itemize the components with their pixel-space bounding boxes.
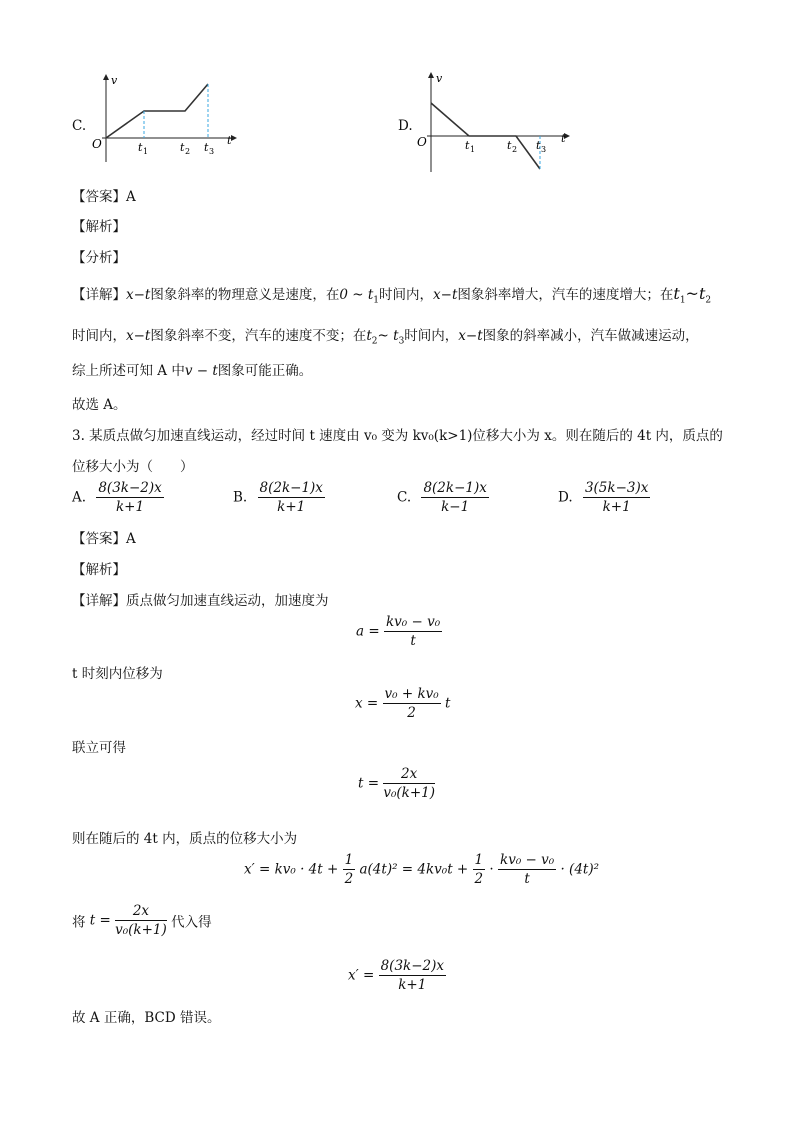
d-origin: O [417,135,427,149]
option-label: B. [233,489,248,506]
c-t1: t [138,141,143,154]
q2-l2c-sub: 2 [371,336,378,347]
c-t3-sub: 3 [209,147,215,156]
q3-conclusion: 故 A 正确，BCD 错误。 [72,1010,221,1026]
q3-eq3 [358,766,435,801]
sub-num: 2x [115,903,167,921]
q2-l2e: 时间内， [404,328,459,344]
option-label: C. [397,489,412,506]
q3-sub-line [72,903,212,938]
d-t2-sub: 2 [512,145,518,154]
eq3-lhs: t = [358,775,380,792]
q2-range-1: 0 ~ t [339,287,374,303]
sub-den: v₀(k+1) [115,922,167,938]
q2-l2d-sub: 3 [398,336,405,347]
q3-option-a [72,480,164,515]
eq4-a: x′ = kv₀ · 4t + [244,861,339,878]
eq1-num: kv₀ − v₀ [385,614,441,630]
q2-l1c: 图象斜率增大，汽车的速度增大；在 [457,287,674,303]
d-t1-sub: 1 [470,145,476,154]
q2-t2: ~t [685,284,706,303]
c-t2-sub: 2 [185,147,191,156]
q2-l3a: 综上所述可知 A 中 [72,363,185,379]
q2-t1: t [673,284,680,303]
q2-xt-1: x−t [126,287,151,303]
d-v-label: v [436,72,443,85]
q2-answer: 【答案】A [72,189,136,205]
c-t-label: t [227,134,232,147]
q3-t-line: t 时刻内位移为 [72,666,163,682]
eq4-c: · [489,861,494,878]
option-c-label: C. [72,118,87,134]
option-b-den: k+1 [277,499,306,515]
q3-analysis-tag: 【解析】 [72,562,126,578]
q2-detail-line2 [72,324,699,347]
eq4-half2-num: 1 [474,852,484,868]
d-t3-sub: 3 [541,145,547,154]
q2-range-1-sub: 1 [373,295,380,306]
c-t1-sub: 1 [143,147,149,156]
graph-c [90,70,240,170]
q3-combine: 联立可得 [72,740,126,756]
eq3-den: v₀(k+1) [383,785,435,801]
q2-l2c: t [366,328,372,344]
c-curve [106,84,208,138]
q3-detail: 【详解】质点做匀加速直线运动，加速度为 [72,593,329,609]
eq4-half2-den: 2 [474,871,484,887]
eq4-d: · (4t)² [560,861,600,878]
eq2-tail: t [444,695,451,712]
q3-answer: 【答案】A [72,531,136,547]
d-t3: t [536,139,541,152]
c-t3: t [204,141,209,154]
q2-detail-line3 [72,359,312,379]
option-label: A. [72,489,87,506]
option-a-num: 8(3k−2)x [98,480,162,496]
q2-analysis-tag: 【解析】 [72,219,126,235]
q2-l2f: 图象的斜率减小，汽车做减速运动， [482,328,699,344]
eq4-b: a(4t)² = 4kv₀t + [359,861,469,878]
q2-t2-sub: 2 [705,295,712,306]
d-t2: t [507,139,512,152]
d-t-label: t [561,132,566,145]
eq5-den: k+1 [398,977,427,993]
option-d-num: 3(5k−3)x [584,480,649,496]
option-label: D. [558,489,573,506]
eq2-num: v₀ + kv₀ [384,686,439,702]
q2-l2d: ~ t [377,328,399,344]
c-t2: t [180,141,185,154]
q3-eq4 [244,852,599,887]
eq4-half-num: 1 [344,852,354,868]
q2-l2b: 图象斜率不变，汽车的速度不变；在 [150,328,367,344]
q2-detail-tag: 【详解】 [72,287,126,303]
q2-detail-line1 [72,283,711,306]
q3-option-b [233,480,325,515]
eq5-num: 8(3k−2)x [380,958,445,974]
option-a-den: k+1 [116,499,145,515]
c-v-label: v [111,74,118,87]
graph-d [413,68,573,178]
q2-l3vt: v − t [184,363,218,379]
eq2-den: 2 [407,705,416,721]
option-c-num: 8(2k−1)x [423,480,487,496]
q3-eq5 [348,958,446,993]
sub-lhs: t = [89,912,111,929]
q3-then: 则在随后的 4t 内，质点的位移大小为 [72,831,298,847]
q2-t1-sub: 1 [679,295,686,306]
eq4-frac-den: t [524,871,530,887]
q2-l1b: 时间内， [379,287,434,303]
q2-choose: 故选 A。 [72,397,127,413]
eq1-den: t [410,633,416,649]
q2-l1a: 图象斜率的物理意义是速度，在 [150,287,340,303]
c-origin: O [92,137,102,151]
q3-option-c [397,480,489,515]
q2-xt-3: x−t [126,328,151,344]
option-b-num: 8(2k−1)x [259,480,323,496]
eq1-lhs: a = [356,623,380,640]
q3-eq2 [355,686,450,721]
option-d-label: D. [398,118,413,134]
sub-a: 将 [72,914,86,931]
eq4-half-den: 2 [344,871,354,887]
q2-fenxi-tag: 【分析】 [72,250,126,266]
eq5-lhs: x′ = [348,967,375,984]
eq2-lhs: x = [355,695,379,712]
q2-xt-2: x−t [433,287,458,303]
option-d-den: k+1 [602,499,631,515]
eq3-num: 2x [383,766,435,784]
q3-stem-line2: 位移大小为（ ） [72,459,194,475]
option-c-den: k−1 [441,499,470,515]
q3-option-d [558,480,650,515]
q2-xt-4: x−t [458,328,483,344]
q3-eq1 [356,614,442,649]
eq4-frac-num: kv₀ − v₀ [500,852,555,868]
q2-l2a: 时间内， [72,328,126,344]
q2-l3b: 图象可能正确。 [217,363,313,379]
q3-stem-line1: 3. 某质点做匀加速直线运动，经过时间 t 速度由 v₀ 变为 kv₀(k>1)位移大小为 x。则在随后的 4t 内，质点的 [72,428,723,444]
sub-b: 代入得 [171,914,212,931]
d-t1: t [465,139,470,152]
